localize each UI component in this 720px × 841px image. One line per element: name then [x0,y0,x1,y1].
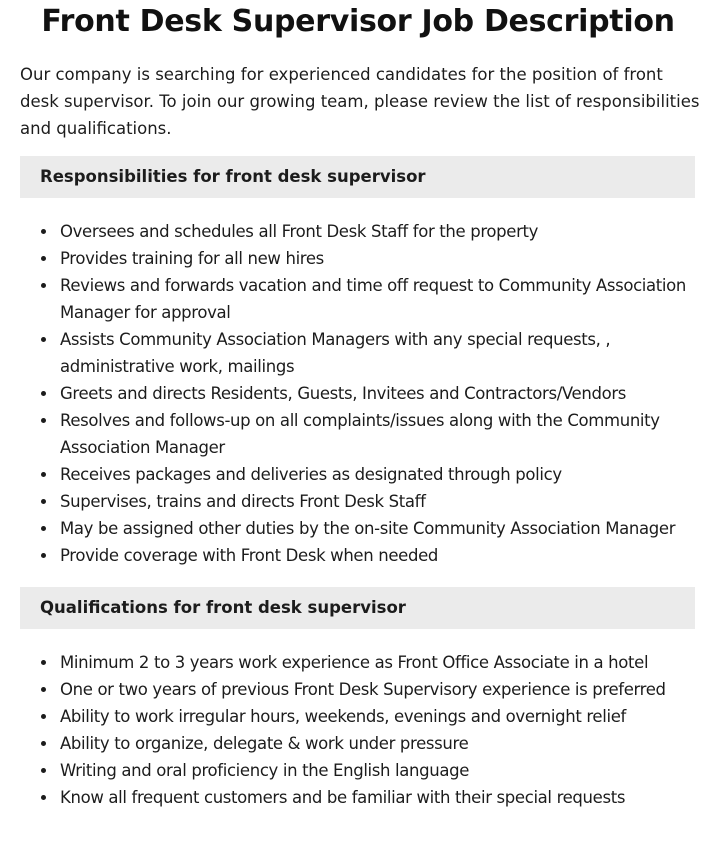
list-item [20,784,710,811]
intro-paragraph: Our company is searching for experienced candidates for the position of front desk supervisor. To join our growing team, please review the list of responsibilities and qualifications. [20,65,700,138]
qualifications-list [20,649,710,811]
responsibilities-list [20,218,710,569]
list-item [20,757,710,784]
list-item [20,515,710,542]
list-item-text: Greets and directs Residents, Guests, Invitees and Contractors/Vendors [60,384,627,403]
list-item [20,649,710,676]
list-item-text: Receives packages and deliveries as designated through policy [60,465,562,484]
list-item-text: Oversees and schedules all Front Desk Staff for the property [60,222,539,241]
list-item-text: Know all frequent customers and be familiar with their special requests [60,788,626,807]
list-item-text: Assists Community Association Managers with any special requests, , administrative work, mailings [60,330,611,376]
list-item [20,407,710,461]
responsibilities-heading: Responsibilities for front desk supervisor [20,156,695,198]
list-item [20,676,710,703]
list-item [20,488,710,515]
list-item [20,461,710,488]
list-item-text: May be assigned other duties by the on-site Community Association Manager [60,519,676,538]
list-item-text: Provide coverage with Front Desk when needed [60,546,438,565]
list-item-text: Supervises, trains and directs Front Desk Staff [60,492,426,511]
page-title: Front Desk Supervisor Job Description [41,4,675,39]
list-item [20,542,710,569]
list-item-text: Ability to organize, delegate & work under pressure [60,734,469,753]
list-item-text: Minimum 2 to 3 years work experience as Front Office Associate in a hotel [60,653,649,672]
list-item [20,703,710,730]
list-item-text: Resolves and follows-up on all complaints/issues along with the Community Association Manager [60,411,660,457]
list-item-text: Reviews and forwards vacation and time off request to Community Association Manager for approval [60,276,686,322]
list-item [20,272,710,326]
qualifications-heading: Qualifications for front desk supervisor [20,587,695,629]
list-item-text: One or two years of previous Front Desk Supervisory experience is preferred [60,680,666,699]
list-item-text: Ability to work irregular hours, weekends, evenings and overnight relief [60,707,626,726]
list-item [20,326,710,380]
list-item [20,218,710,245]
list-item [20,730,710,757]
list-item [20,245,710,272]
list-item [20,380,710,407]
list-item-text: Writing and oral proficiency in the English language [60,761,470,780]
list-item-text: Provides training for all new hires [60,249,324,268]
